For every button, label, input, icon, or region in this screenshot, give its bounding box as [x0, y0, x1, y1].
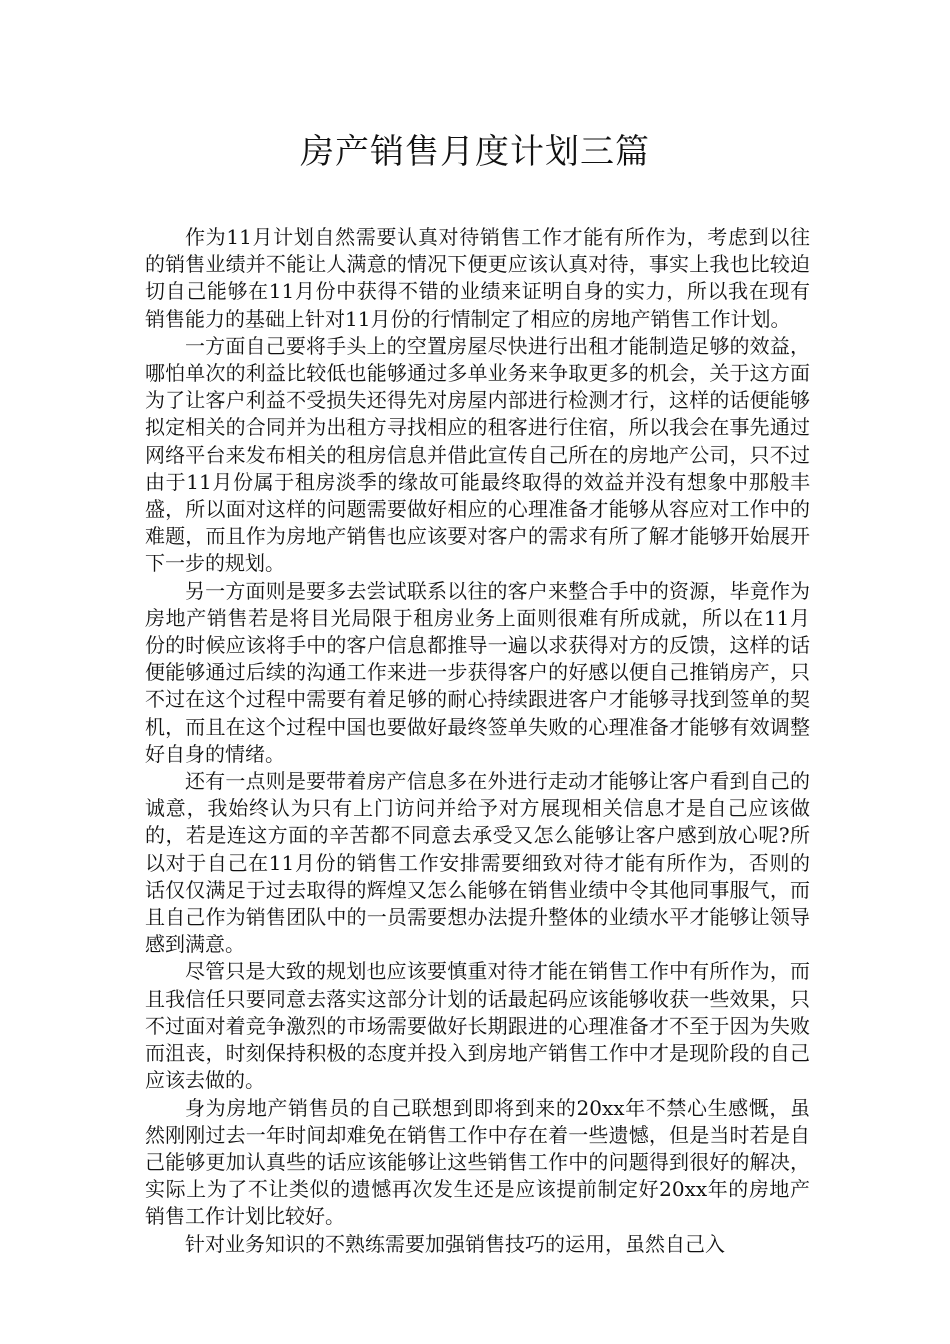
document-body: [145, 224, 810, 1258]
paragraph-3: 另一方面则是要多去尝试联系以往的客户来整合手中的资源，毕竟作为房地产销售若是将目光局限于租房业务上面则很难有所成就，所以在11月份的时候应该将手中的客户信息都推导一遍以求获得对方的反馈，这样的话便能够通过后续的沟通工作来进一步获得客户的好感以便自己推销房产，只不过在这个过程中需要有着足够的耐心持续跟进客户才能够寻找到签单的契机，而且在这个过程中国也要做好最终签单失败的心理准备才能够有效调整好自身的情绪。: [145, 578, 810, 766]
paragraph-6: 身为房地产销售员的自己联想到即将到来的20xx年不禁心生感慨，虽然刚刚过去一年时间却难免在销售工作中存在着一些遗憾，但是当时若是自己能够更加认真些的话应该能够让这些销售工作中的问题得到很好的解决，实际上为了不让类似的遗憾再次发生还是应该提前制定好20xx年的房地产销售工作计划比较好。: [145, 1095, 810, 1229]
paragraph-7: 针对业务知识的不熟练需要加强销售技巧的运用，虽然自己入: [185, 1231, 725, 1256]
paragraph-5: 尽管只是大致的规划也应该要慎重对待才能在销售工作中有所作为，而且我信任只要同意去落实这部分计划的话最起码应该能够收获一些效果，只不过面对着竞争激烈的市场需要做好长期跟进的心理准备才不至于因为失败而沮丧，时刻保持积极的态度并投入到房地产销售工作中才是现阶段的自己应该去做的。: [145, 959, 810, 1093]
paragraph-4: 还有一点则是要带着房产信息多在外进行走动才能够让客户看到自己的诚意，我始终认为只有上门访问并给予对方展现相关信息才是自己应该做的，若是连这方面的辛苦都不同意去承受又怎么能够让客户感到放心呢?所以对于自己在11月份的销售工作安排需要细致对待才能有所作为，否则的话仅仅满足于过去取得的辉煌又怎么能够在销售业绩中令其他同事服气，而且自己作为销售团队中的一员需要想办法提升整体的业绩水平才能够让领导感到满意。: [145, 769, 810, 957]
paragraph-1: 作为11月计划自然需要认真对待销售工作才能有所作为，考虑到以往的销售业绩并不能让人满意的情况下便更应该认真对待，事实上我也比较迫切自己能够在11月份中获得不错的业绩来证明自身的实力，所以我在现有销售能力的基础上针对11月份的行情制定了相应的房地产销售工作计划。: [145, 225, 810, 331]
paragraph-2: 一方面自己要将手头上的空置房屋尽快进行出租才能制造足够的效益，哪怕单次的利益比较低也能够通过多单业务来争取更多的机会，关于这方面为了让客户利益不受损失还得先对房屋内部进行检测才行，这样的话便能够拟定相关的合同并为出租方寻找相应的租客进行住宿，所以我会在事先通过网络平台来发布相关的租房信息并借此宣传自己所在的房地产公司，只不过由于11月份属于租房淡季的缘故可能最终取得的效益并没有想象中那般丰盛，所以面对这样的问题需要做好相应的心理准备才能够从容应对工作中的难题，而且作为房地产销售也应该要对客户的需求有所了解才能够开始展开下一步的规划。: [145, 333, 810, 576]
document-title: 房产销售月度计划三篇: [300, 132, 650, 172]
